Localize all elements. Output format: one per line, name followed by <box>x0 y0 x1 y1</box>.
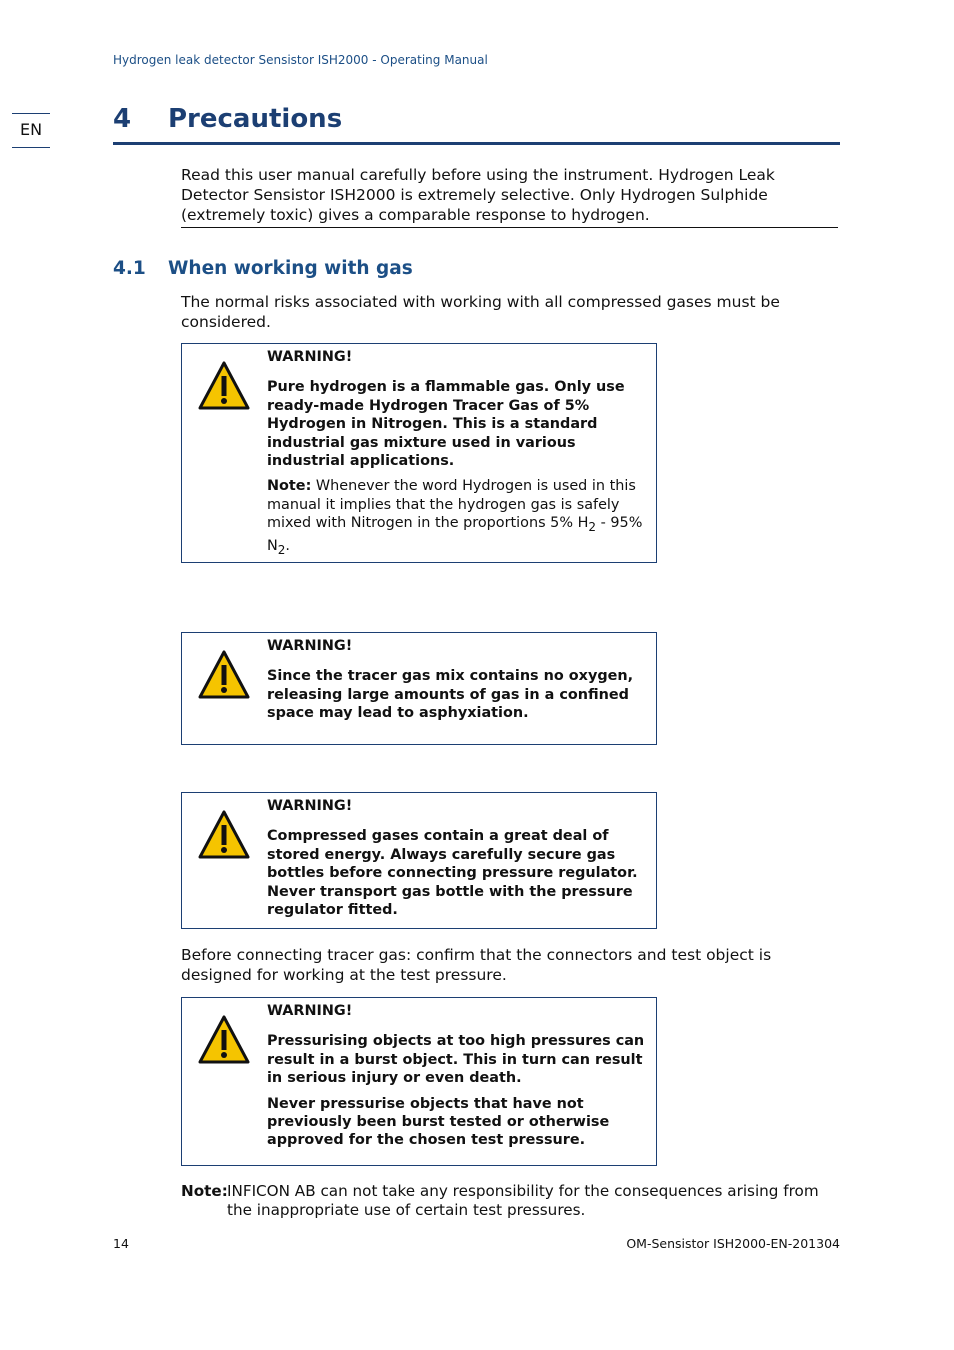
warning-content <box>267 637 649 730</box>
connect-text: Before connecting tracer gas: confirm that the connectors and test object is designed for working at the test pressure. <box>181 946 772 984</box>
final-note-text: INFICON AB can not take any responsibility for the consequences arising from the inappropriate use of certain test pressures. <box>227 1182 819 1219</box>
warning-title: WARNING! <box>267 798 353 814</box>
chapter-number: 4 <box>113 104 132 134</box>
warning-triangle-icon <box>198 649 250 701</box>
page-number: 14 <box>113 1236 129 1251</box>
note-text: - 95% N <box>267 515 643 554</box>
warning-text: Never pressurise objects that have not previously been burst tested or otherwise approved for the chosen test pressure. <box>267 1095 610 1149</box>
warning-triangle-icon <box>198 809 250 861</box>
warning-content <box>267 348 649 559</box>
chapter-intro: Read this user manual carefully before using the instrument. Hydrogen Leak Detector Sensistor ISH2000 is extremely selective. Only Hydrogen Sulphide (extremely toxic) gives a comparable response to hydrogen. <box>181 165 838 228</box>
final-note-label: Note: <box>181 1182 228 1200</box>
running-header: Hydrogen leak detector Sensistor ISH2000 - Operating Manual <box>113 53 488 67</box>
note-label: Note: <box>267 478 312 495</box>
note-text: Whenever the word Hydrogen is used in this manual it implies that the hydrogen gas is safely mixed with Nitrogen in the proportions 5% H <box>267 478 636 532</box>
warning-box-flammable <box>181 343 657 563</box>
note-subscript: 2 <box>277 542 286 557</box>
final-note <box>181 1182 841 1220</box>
warning-title: WARNING! <box>267 1003 353 1019</box>
note-text: . <box>285 537 290 554</box>
section-title: When working with gas <box>168 258 413 279</box>
warning-title: WARNING! <box>267 349 353 365</box>
warning-box-asphyxiation <box>181 632 657 745</box>
warning-text: Pure hydrogen is a flammable gas. Only use ready-made Hydrogen Tracer Gas of 5% Hydrogen in Nitrogen. This is a standard industrial gas mixture used in various industrial applications. <box>267 379 625 470</box>
warning-text: Since the tracer gas mix contains no oxygen, releasing large amounts of gas in a confined space may lead to asphyxiation. <box>267 668 634 722</box>
warning-note <box>267 477 649 558</box>
section-intro: The normal risks associated with working with all compressed gases must be considered. <box>181 293 780 331</box>
chapter-title: Precautions <box>168 104 343 134</box>
warning-triangle-icon <box>198 1014 250 1066</box>
note-subscript: 2 <box>588 520 597 535</box>
warning-text: Compressed gases contain a great deal of stored energy. Always carefully secure gas bottles before connecting pressure regulator. Never transport gas bottle with the pressure regulator fitted. <box>267 828 638 919</box>
language-label: EN <box>19 120 43 139</box>
warning-box-stored-energy <box>181 792 657 929</box>
section-heading <box>113 258 413 279</box>
language-tab <box>12 113 50 148</box>
chapter-heading <box>113 104 840 145</box>
warning-triangle-icon <box>198 360 250 412</box>
warning-content <box>267 797 649 926</box>
section-number: 4.1 <box>113 258 146 279</box>
warning-content <box>267 1002 649 1157</box>
warning-box-burst <box>181 997 657 1166</box>
document-id: OM-Sensistor ISH2000-EN-201304 <box>626 1236 840 1251</box>
warning-title: WARNING! <box>267 638 353 654</box>
warning-text: Pressurising objects at too high pressures can result in a burst object. This in turn can result in serious injury or even death. <box>267 1033 645 1087</box>
